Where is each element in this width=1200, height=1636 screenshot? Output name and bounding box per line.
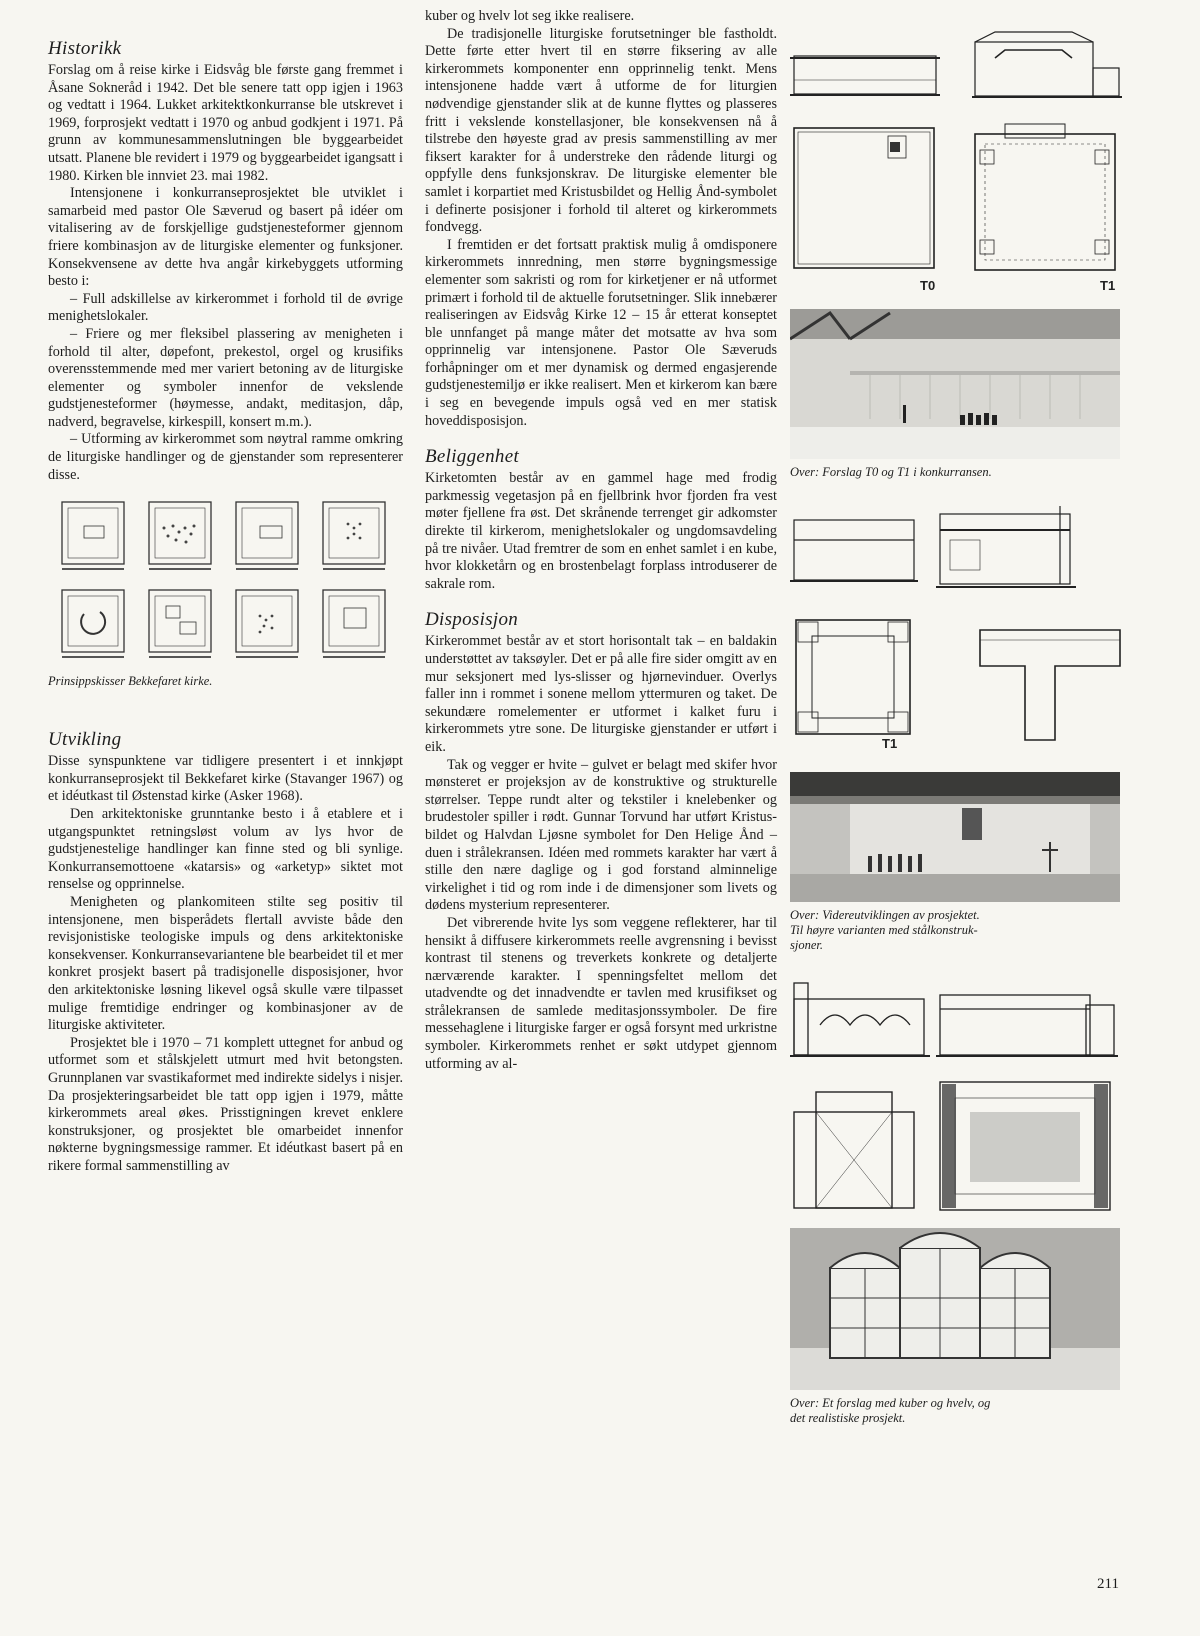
list-item: – Friere og mer fleksibel plassering av menigheten i forhold til alter, døpefont, prekestol, orgel og krusifiks overensstemmende med mer variert betoning av de liturgiske elementer og symboler innenfor de vekslende gudstjenesteformer (høymesse, andakt, meditasjon, dåp, nadverd, begravelse, kirkespill, konsert m.m.). <box>48 325 403 430</box>
list-item: – Full adskillelse av kirkerommet i forhold til de øvrige menighetslokaler. <box>48 290 403 325</box>
paragraph: Det vibrerende hvite lys som veggene reflekterer, har til hensikt å diffusere kirkerommets reelle avgrensning i bevisst kontrast til stenens og treverkets konkrete og detaljerte nærværende karakter. I spenningsfeltet mellom det utadvendte og det innadvendte er tavlen med krusifikset og strålekransen de samlede meditasjonssymboler. De fire messehaglene i liturgiske farger er også forsynt med urkristne symboler. Kirkerommets renhet er søkt utdypet gjennom utforming av al- <box>425 914 777 1072</box>
caption-2-line: Over: Videreutviklingen av prosjektet. <box>790 908 980 922</box>
paragraph: kuber og hvelv lot seg ikke realisere. <box>425 8 635 24</box>
sketch-grid <box>48 498 393 668</box>
paragraph: Den arkitektoniske grunntanke besto i å etablere et i utgangspunktet retningsløst volum av lys hvor de gudstjenestelige handlinger kan finne sted og bli synlige. Konkurransemottoene «katarsis» og «arketyp» siktet mot renselse og opprinnelse. <box>48 806 403 893</box>
paragraph: Disse synspunktene var tidligere presentert i et innkjøpt konkurranseprosjekt til Bekkefaret kirke (Stavanger 1967) og et idéutkast til Østenstad kirke (Asker 1968). <box>48 753 403 805</box>
caption-3-line: Over: Et forslag med kuber og hvelv, og <box>790 1396 991 1410</box>
paragraph: Tak og vegger er hvite – gulvet er belagt med skifer hvor mønsteret er projeksjon av de konstruktive og strukturelle størrelser. Teppe rundt alter og tekstiler i knelebenker og brudestoler spiller i rødt. Gunnar Torvund har utført Kristus-bildet og Halvdan Ljøsne symbolet for Den Helige Ånd – duen i strålekransen. Idéen med rommets karakter har vært å stille den nære daglige og i god forstand alminnelige virkelighet i tid og rom inde i de dimensjoner som livets og dødens mysterium representerer. <box>425 756 777 914</box>
caption-1: Over: Forslag T0 og T1 i konkurransen. <box>790 465 992 479</box>
caption-3-line: det realistiske prosjekt. <box>790 1411 906 1425</box>
paragraph: Intensjonene i konkurranseprosjektet ble utviklet i samarbeid med pastor Ole Sæverud og basert på idéer om vitalisering av de forskjellige gudstjenesteformer gjennom friere kombinasjon av de liturgiske elementer og funksjoner. Konsekvensene av dette hva angår kirkebyggets utforming besto i: <box>48 185 403 290</box>
plan-label-t0: T0 <box>920 278 936 293</box>
caption-2-line: sjoner. <box>790 938 823 952</box>
column-3 <box>790 28 1125 1426</box>
paragraph: Menigheten og plankomiteen stilte seg positiv til intensjonene, men bisperådets flertall avviste både den revisjonistiske teologiske impuls og dens arkitektoniske konsekvenser. Konkurransevariantene ble bearbeidet til et mer konkret prosjekt basert på tradisjonelle disposisjoner, hvor den arkitektoniske løsning likevel også skulle være tilpasset mulige fremtidige endringer og kombinasjoner av de liturgiske aktiviteter. <box>48 894 403 1034</box>
list-item: – Utforming av kirkerommet som nøytral ramme omkring de liturgiske handlinger og de gjenstander som representerer disse. <box>48 431 403 483</box>
paragraph: I fremtiden er det fortsatt praktisk mulig å omdisponere kirkerommets innredning, men større bygningsmessige elementer som sakristi og rom for kirketjener er nå utformet primært i forhold til de aktuelle forutsetninger. Slik innebærer realiseringen av Eidsvåg Kirke 12 – 15 år etterat konseptet ble unnfanget på mange måter det motsatte av hva som opprinnelig var intensjonene. Pastor Ole Sæveruds forhåpninger om et mer dynamisk og dermed engasjerende gudstjenestemiljø er ikke realisert. Men et kirkerom kan bære i seg en bevegende impuls også ved en mer statisk hoveddisposisjon. <box>425 236 777 429</box>
heading-beliggenhet: Beliggenhet <box>425 446 520 468</box>
paragraph: De tradisjonelle liturgiske forutsetninger ble fastholdt. Dette førte etter hvert til en større fiksering av alle kirkerommets komponenter enn opprinnelig tenkt. Mens intensjonene hadde vært å utforme de for liturgien nødvendige gjenstander slik at de kunne flyttes og plasseres fritt i vekslende konstellasjoner, ble konsekvensen nå å tilstrebe den høyeste grad av presis sammenstilling av mer fiksert karakter for å understreke den rådende liturgi og oppfylle dens funksjonskrav. De liturgiske elementer ble samlet i korpartiet med Kristusbildet og Hellig Ånd-symbolet i definerte posisjoner i forhold til alteret og kirkerommets fondvegg. <box>425 25 777 236</box>
paragraph: Forslag om å reise kirke i Eidsvåg ble første gang fremmet i Åsane Sokneråd i 1942. Det ble senere tatt opp igjen i 1963 og vedtatt i 1964. Lukket arkitektkonkurranse ble utskrevet i 1969, forprosjekt vedtatt i 1970 og anbud godkjent i 1971. På grunn av kommunesammenslutningen ble byggearbeidet utsatt. Planene ble revidert i 1979 og byggearbeidet igangsatt i 1980. Kirken ble innviet 23. mai 1982. <box>48 62 403 184</box>
section-drawings <box>790 28 1125 106</box>
vault-sections <box>790 975 1125 1070</box>
paragraph: Kirketomten består av en gammel hage med frodig parkmessig vegetasjon på en fjellbrink hvor fjorden fra vest møter fjellene fra øst. Det skrånende terrenget gir adkomster direkte til kirkerom, menighetslokaler og ungdomsavdeling på tre nivåer. Utad fremtrer de som en enhet samlet i en kube, hvor klokketårn og en brostenbelagt forplass introduserer de sakrale rom. <box>425 470 777 592</box>
paragraph: Prosjektet ble i 1970 – 71 komplett uttegnet for anbud og utformet som et stålskjelett utmurt med hvit betongsten. Grunnplanen var svastikaformet med indirekte sidelys i nisjer. Da prosjekteringsarbeidet ble tatt opp igjen i 1979, måtte kirkerommets areal økes. Prisstigningen krevet enklere konstruksjoner, og prosjektet ble omarbeidet innenfor nøkterne bygningsmessige rammer. Et idéutkast basert på en rikere formal sammenstilling av <box>48 1034 403 1174</box>
plan-label-t1: T1 <box>1100 278 1116 293</box>
vault-plans <box>790 1076 1125 1216</box>
heading-utvikling: Utvikling <box>48 729 122 751</box>
development-sections <box>790 500 1125 600</box>
plan-label-t1-mid: T1 <box>882 736 898 750</box>
caption-2 <box>790 908 1125 953</box>
heading-disposisjon: Disposisjon <box>425 609 519 631</box>
column-1 <box>48 32 403 1176</box>
page-number: 211 <box>1097 1576 1119 1592</box>
development-plans <box>790 610 1125 750</box>
interior-photo-1 <box>790 309 1120 459</box>
model-photo <box>790 1228 1120 1390</box>
caption-3 <box>790 1396 1125 1426</box>
heading-historikk: Historikk <box>48 38 122 59</box>
principle-sketches <box>48 498 403 689</box>
paragraph: Kirkerommet består av et stort horisontalt tak – en baldakin understøttet av taksøyler. Det er på alle fire sider omgitt av en mur seksjonert med lys-slisser og hjørnevinduer. Overlys faller inn i rommet i sonene mellom yttermuren og taket. De sekundære romelementer er utformet i kalket furu i kirkerommets ytre sone. De liturgiske gjenstander er utført i eik. <box>425 633 777 755</box>
plans-t0-t1 <box>790 120 1125 295</box>
caption-2-line: Til høyre varianten med stålkonstruk- <box>790 923 978 937</box>
column-2 <box>425 8 777 1073</box>
sketch-caption: Prinsippskisser Bekkefaret kirke. <box>48 674 213 689</box>
interior-photo-2 <box>790 772 1120 902</box>
